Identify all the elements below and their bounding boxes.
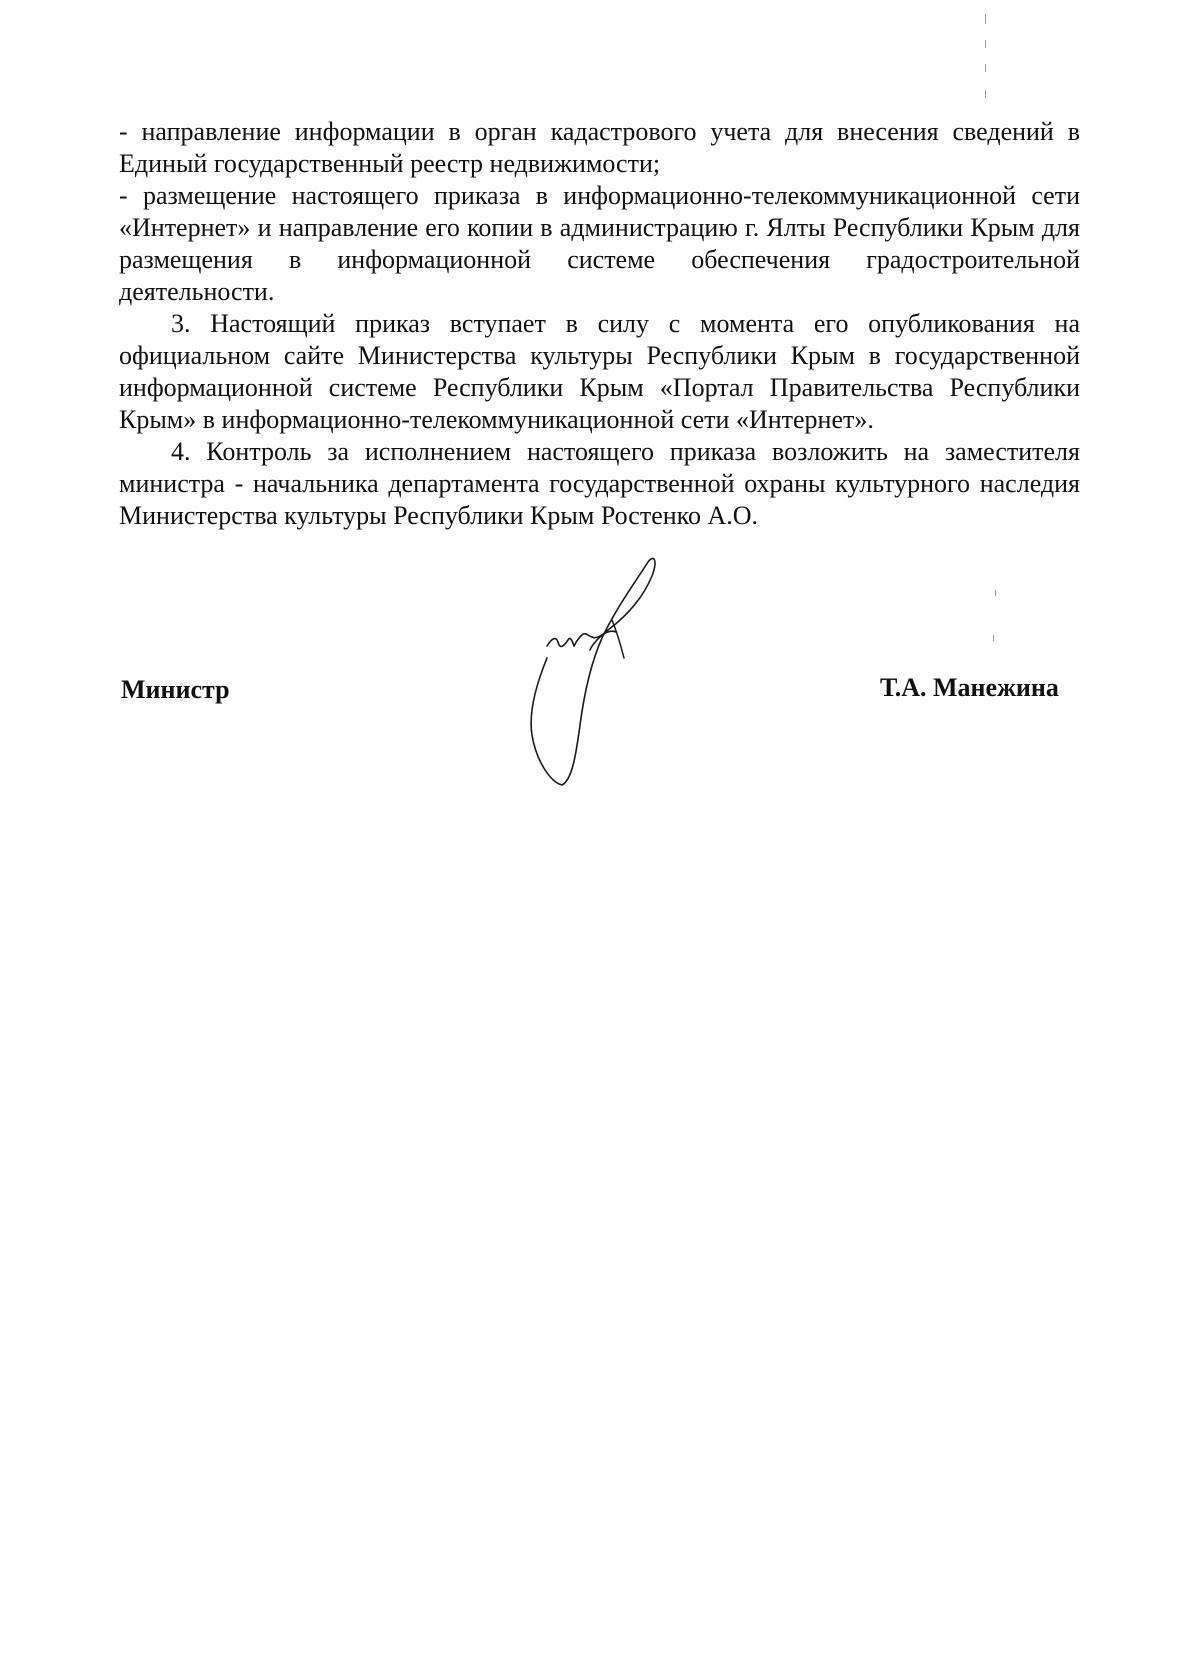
scan-artifact-mark <box>993 635 994 641</box>
scan-artifact-mark <box>985 64 986 72</box>
scan-artifact-mark <box>985 40 986 48</box>
paragraph-publication: - размещение настоящего приказа в информационно-телекоммуникационной сети «Интернет» и направление его копии в администрацию г. Ялты Республики Крым для размещения в информационной системе обеспечения градостроительной деятельности. <box>119 181 1080 306</box>
signatory-title: Министр <box>121 675 230 704</box>
scan-artifact-mark <box>985 90 986 98</box>
scan-artifact-mark <box>995 590 996 596</box>
handwritten-signature <box>520 550 670 800</box>
paragraph-cadastral: - направление информации в орган кадастрового учета для внесения сведений в Единый государственный реестр недвижимости; <box>119 117 1080 178</box>
scan-artifact-mark <box>985 14 986 24</box>
document-body <box>119 116 1080 532</box>
signatory-name: Т.А. Манежина <box>880 673 1059 702</box>
paragraph-item-4: 4. Контроль за исполнением настоящего приказа возложить на заместителя министра - начальника департамента государственной охраны культурного наследия Министерства культуры Республики Крым Ростенко А.О. <box>119 437 1080 530</box>
paragraph-item-3: 3. Настоящий приказ вступает в силу с момента его опубликования на официальном сайте Министерства культуры Республики Крым в государственной информационной системе Республики Крым «Портал Правительства Республики Крым» в информационно-телекоммуникационной сети «Интернет». <box>119 309 1080 434</box>
